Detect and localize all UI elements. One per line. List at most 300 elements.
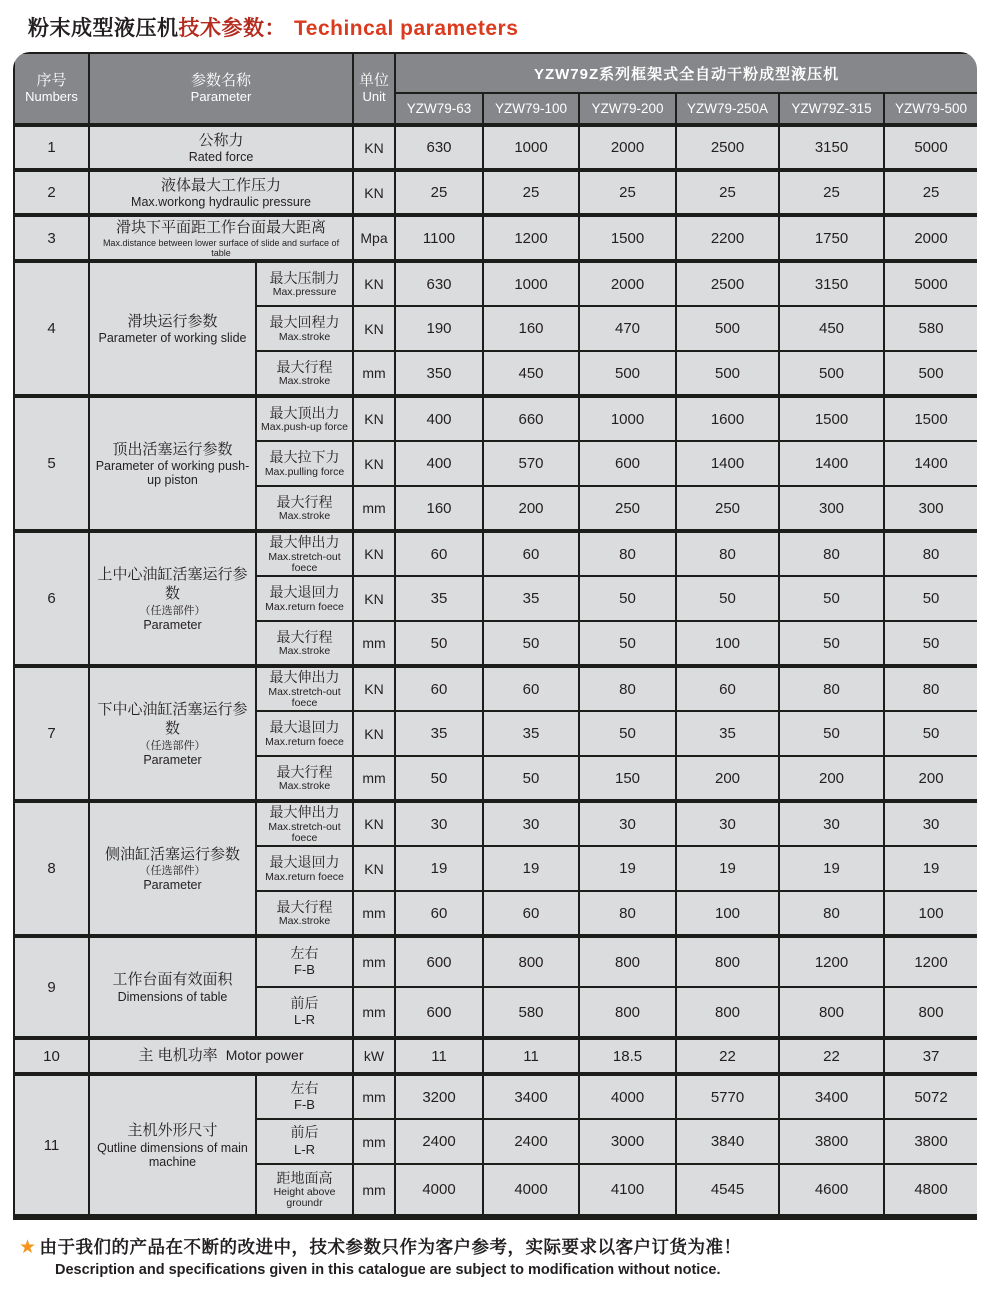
sub-parameter-cn: 最大拉下力 [269, 449, 340, 466]
value-cell: 2400 [483, 1119, 579, 1164]
unit-cell: mm [353, 1164, 395, 1215]
value-cell: 50 [579, 621, 676, 666]
model-header: YZW79-250A [676, 93, 779, 125]
value-cell: 25 [676, 170, 779, 215]
value-cell: 50 [579, 576, 676, 621]
value-cell: 3840 [676, 1119, 779, 1164]
value-cell: 50 [884, 711, 977, 756]
sub-parameter-cell [256, 1119, 353, 1164]
unit-cell: Mpa [353, 215, 395, 261]
sub-parameter-en: Max.return foece [265, 600, 344, 613]
value-cell: 5770 [676, 1074, 779, 1119]
value-cell: 19 [779, 846, 884, 891]
sub-parameter-en: Max.return foece [265, 735, 344, 748]
row-number-cell: 8 [14, 801, 89, 936]
parameter-name-cell [89, 396, 256, 531]
value-cell: 50 [483, 621, 579, 666]
row-number-cell: 9 [14, 936, 89, 1038]
value-cell: 100 [884, 891, 977, 936]
unit-cell: mm [353, 936, 395, 987]
value-cell: 30 [483, 801, 579, 846]
value-cell: 4000 [395, 1164, 483, 1215]
value-cell: 11 [395, 1038, 483, 1074]
table-body [14, 125, 977, 1215]
parameter-name-en: Parameter [143, 878, 202, 893]
model-header: YZW79-200 [579, 93, 676, 125]
unit-cell: kW [353, 1038, 395, 1074]
sub-parameter-en: Max.stroke [278, 510, 331, 523]
value-cell: 80 [779, 531, 884, 576]
parameter-name-cell [89, 170, 353, 215]
value-cell: 3200 [395, 1074, 483, 1119]
row-number-cell: 7 [14, 666, 89, 801]
sub-parameter-en: F-B [294, 1097, 315, 1113]
value-cell: 190 [395, 306, 483, 351]
sub-parameter-cn: 最大退回力 [269, 854, 340, 871]
unit-cell: KN [353, 306, 395, 351]
sub-parameter-cell [256, 576, 353, 621]
unit-cell: KN [353, 125, 395, 170]
sub-parameter-cell [256, 531, 353, 576]
sub-parameter-en: Max.stroke [278, 645, 331, 658]
value-cell: 50 [779, 576, 884, 621]
sub-parameter-cell [256, 486, 353, 531]
sub-parameter-cn: 最大伸出力 [269, 534, 340, 551]
value-cell: 500 [676, 351, 779, 396]
parameter-name-en: Parameter of working push-up piston [95, 459, 250, 488]
value-cell: 1000 [483, 125, 579, 170]
footnote [19, 1234, 977, 1278]
value-cell: 3400 [779, 1074, 884, 1119]
unit-column-header [353, 53, 395, 125]
sub-parameter-en: Max.pressure [272, 286, 337, 299]
sub-parameter-cell [256, 987, 353, 1038]
parameter-name-cell [89, 1038, 353, 1074]
row-number-cell: 2 [14, 170, 89, 215]
value-cell: 35 [395, 576, 483, 621]
sub-parameter-cell [256, 1164, 353, 1215]
unit-cell: KN [353, 396, 395, 441]
value-cell: 80 [579, 666, 676, 711]
value-cell: 1000 [579, 396, 676, 441]
parameter-name-cn: 顶出活塞运行参数 [112, 440, 233, 458]
unit-cell: mm [353, 756, 395, 801]
parameter-name-en: Motor power [225, 1047, 304, 1064]
table-row [14, 396, 977, 441]
value-cell: 1200 [884, 936, 977, 987]
value-cell: 22 [779, 1038, 884, 1074]
parameter-column-header [89, 53, 353, 125]
value-cell: 800 [483, 936, 579, 987]
value-cell: 1600 [676, 396, 779, 441]
value-cell: 3800 [884, 1119, 977, 1164]
model-header: YZW79-63 [395, 93, 483, 125]
value-cell: 2000 [579, 261, 676, 306]
value-cell: 800 [676, 936, 779, 987]
value-cell: 35 [483, 576, 579, 621]
value-cell: 630 [395, 261, 483, 306]
value-cell: 2200 [676, 215, 779, 261]
sub-parameter-cell [256, 396, 353, 441]
parameter-name-en: Parameter of working slide [98, 331, 247, 346]
value-cell: 800 [579, 987, 676, 1038]
sub-parameter-cn: 左右 [290, 944, 319, 961]
sub-parameter-cn: 最大伸出力 [269, 669, 340, 686]
value-cell: 200 [779, 756, 884, 801]
model-header: YZW79Z-315 [779, 93, 884, 125]
value-cell: 50 [779, 621, 884, 666]
value-cell: 5000 [884, 261, 977, 306]
sub-parameter-cn: 最大退回力 [269, 584, 340, 601]
value-cell: 30 [395, 801, 483, 846]
table-row [14, 801, 977, 846]
value-cell: 800 [884, 987, 977, 1038]
parameter-name-cn: 滑块运行参数 [127, 312, 218, 330]
value-cell: 30 [779, 801, 884, 846]
value-cell: 3150 [779, 125, 884, 170]
sub-parameter-cn: 最大回程力 [269, 314, 340, 331]
value-cell: 60 [395, 891, 483, 936]
parameter-name-note: （任选部件） [139, 604, 206, 617]
parameter-name-cn: 公称力 [198, 131, 244, 149]
sub-parameter-cell [256, 1074, 353, 1119]
value-cell: 35 [483, 711, 579, 756]
sub-parameter-en: Max.stroke [278, 915, 331, 928]
value-cell: 5072 [884, 1074, 977, 1119]
parameter-name-cell [89, 261, 256, 396]
value-cell: 570 [483, 441, 579, 486]
value-cell: 400 [395, 441, 483, 486]
value-cell: 25 [395, 170, 483, 215]
value-cell: 80 [779, 891, 884, 936]
value-cell: 35 [676, 711, 779, 756]
parameter-header-cn: 参数名称 [191, 71, 252, 89]
value-cell: 470 [579, 306, 676, 351]
parameter-name-cn: 上中心油缸活塞运行参数 [97, 565, 248, 603]
value-cell: 25 [779, 170, 884, 215]
parameter-name-cn: 主机外形尺寸 [127, 1122, 218, 1140]
parameter-name-note: （任选部件） [139, 865, 206, 878]
unit-cell: mm [353, 351, 395, 396]
sub-parameter-cn: 最大行程 [276, 763, 333, 780]
value-cell: 50 [579, 711, 676, 756]
page-title [28, 12, 977, 42]
footnote-en-text: Description and specifications given in this catalogue are subject to modification without notice. [55, 1262, 721, 1279]
parameter-name-note: （任选部件） [139, 739, 206, 752]
value-cell: 250 [579, 486, 676, 531]
sub-parameter-en: Max.stretch-out foece [268, 685, 341, 709]
value-cell: 30 [676, 801, 779, 846]
sub-parameter-en: Max.stretch-out foece [268, 550, 341, 574]
value-cell: 350 [395, 351, 483, 396]
value-cell: 19 [676, 846, 779, 891]
sub-parameter-en: F-B [294, 962, 315, 978]
value-cell: 18.5 [579, 1038, 676, 1074]
value-cell: 50 [395, 621, 483, 666]
sub-parameter-cn: 最大伸出力 [269, 804, 340, 821]
sub-parameter-cn: 最大压制力 [269, 269, 340, 286]
value-cell: 25 [579, 170, 676, 215]
value-cell: 30 [579, 801, 676, 846]
value-cell: 1400 [884, 441, 977, 486]
sub-parameter-en: Max.pulling force [264, 465, 345, 478]
unit-cell: mm [353, 987, 395, 1038]
numbers-header-cn: 序号 [36, 71, 67, 89]
value-cell: 600 [579, 441, 676, 486]
value-cell: 60 [483, 891, 579, 936]
value-cell: 2000 [884, 215, 977, 261]
value-cell: 80 [676, 531, 779, 576]
sub-parameter-en: Max.return foece [265, 870, 344, 883]
value-cell: 1500 [779, 396, 884, 441]
table-row [14, 215, 977, 261]
row-number-cell: 4 [14, 261, 89, 396]
value-cell: 60 [483, 531, 579, 576]
value-cell: 25 [483, 170, 579, 215]
sub-parameter-cn: 最大行程 [276, 358, 333, 375]
parameter-name-en: Parameter [143, 618, 202, 633]
value-cell: 3800 [779, 1119, 884, 1164]
model-header: YZW79-100 [483, 93, 579, 125]
sub-parameter-en: Max.stretch-out foece [268, 820, 341, 844]
sub-parameter-en: L-R [294, 1012, 315, 1028]
sub-parameter-cell [256, 666, 353, 711]
sub-parameter-en: Max.stroke [278, 375, 331, 388]
value-cell: 450 [483, 351, 579, 396]
value-cell: 4100 [579, 1164, 676, 1215]
unit-cell: KN [353, 666, 395, 711]
numbers-column-header [14, 53, 89, 125]
star-icon: ★ [19, 1237, 37, 1259]
value-cell: 2500 [676, 261, 779, 306]
value-cell: 100 [676, 621, 779, 666]
value-cell: 1750 [779, 215, 884, 261]
value-cell: 60 [483, 666, 579, 711]
value-cell: 200 [676, 756, 779, 801]
value-cell: 1500 [884, 396, 977, 441]
sub-parameter-cn: 前后 [290, 1124, 319, 1141]
table-row [14, 531, 977, 576]
row-number-cell: 6 [14, 531, 89, 666]
value-cell: 50 [779, 711, 884, 756]
parameter-name-en: Qutline dimensions of main machine [97, 1140, 248, 1169]
table-row [14, 936, 977, 987]
unit-cell: mm [353, 486, 395, 531]
value-cell: 1500 [579, 215, 676, 261]
title-product-name: 粉末成型液压机 [28, 17, 179, 40]
unit-cell: KN [353, 531, 395, 576]
unit-cell: mm [353, 891, 395, 936]
parameter-name-en: Rated force [188, 150, 254, 165]
value-cell: 4600 [779, 1164, 884, 1215]
sub-parameter-cell [256, 846, 353, 891]
sub-parameter-cell [256, 711, 353, 756]
parameter-name-cell [89, 531, 256, 666]
value-cell: 25 [884, 170, 977, 215]
table-row [14, 170, 977, 215]
row-number-cell: 11 [14, 1074, 89, 1215]
value-cell: 80 [884, 666, 977, 711]
row-number-cell: 5 [14, 396, 89, 531]
value-cell: 35 [395, 711, 483, 756]
value-cell: 30 [884, 801, 977, 846]
value-cell: 3150 [779, 261, 884, 306]
value-cell: 22 [676, 1038, 779, 1074]
parameter-name-en: Dimensions of table [117, 989, 228, 1004]
value-cell: 500 [884, 351, 977, 396]
sub-parameter-cell [256, 801, 353, 846]
value-cell: 37 [884, 1038, 977, 1074]
value-cell: 580 [483, 987, 579, 1038]
value-cell: 250 [676, 486, 779, 531]
row-number-cell: 1 [14, 125, 89, 170]
value-cell: 150 [579, 756, 676, 801]
unit-cell: mm [353, 1074, 395, 1119]
value-cell: 50 [483, 756, 579, 801]
value-cell: 80 [579, 531, 676, 576]
unit-cell: KN [353, 261, 395, 306]
value-cell: 160 [395, 486, 483, 531]
table-row [14, 1074, 977, 1119]
value-cell: 19 [483, 846, 579, 891]
value-cell: 500 [779, 351, 884, 396]
numbers-header-en: Numbers [25, 89, 78, 105]
parameter-name-cn: 主 电机功率 [138, 1047, 218, 1065]
value-cell: 580 [884, 306, 977, 351]
value-cell: 1000 [483, 261, 579, 306]
sub-parameter-cn: 最大行程 [276, 898, 333, 915]
sub-parameter-en: Max.stroke [278, 330, 331, 343]
value-cell: 50 [676, 576, 779, 621]
value-cell: 3400 [483, 1074, 579, 1119]
sub-parameter-cn: 前后 [290, 994, 319, 1011]
sub-parameter-cn: 最大顶出力 [269, 404, 340, 421]
value-cell: 80 [884, 531, 977, 576]
value-cell: 1200 [779, 936, 884, 987]
sub-parameter-en: L-R [294, 1141, 315, 1157]
table-row [14, 125, 977, 170]
sub-parameter-cn: 距地面高 [276, 1169, 333, 1186]
sub-parameter-cell [256, 936, 353, 987]
value-cell: 4545 [676, 1164, 779, 1215]
parameter-header-en: Parameter [190, 89, 252, 105]
parameter-name-cell [89, 936, 256, 1038]
table-row [14, 261, 977, 306]
value-cell: 50 [395, 756, 483, 801]
unit-header-en: Unit [362, 89, 386, 105]
parameter-name-cn: 滑块下平面距工作台面最大距离 [116, 219, 327, 236]
value-cell: 800 [779, 987, 884, 1038]
value-cell: 100 [676, 891, 779, 936]
sub-parameter-cell [256, 891, 353, 936]
value-cell: 2400 [395, 1119, 483, 1164]
value-cell: 3000 [579, 1119, 676, 1164]
sub-parameter-cn: 最大退回力 [269, 719, 340, 736]
value-cell: 5000 [884, 125, 977, 170]
row-number-cell: 10 [14, 1038, 89, 1074]
parameter-name-en: Max.distance between lower surface of slide and surface of table [102, 237, 340, 258]
title-english: Techincal parameters [294, 17, 519, 40]
value-cell: 19 [395, 846, 483, 891]
value-cell: 4000 [483, 1164, 579, 1215]
value-cell: 800 [676, 987, 779, 1038]
value-cell: 600 [395, 936, 483, 987]
unit-cell: KN [353, 711, 395, 756]
series-title-header: YZW79Z系列框架式全自动干粉成型液压机 [395, 53, 977, 93]
sub-parameter-en: Height above groundr [273, 1186, 336, 1210]
title-highlight: 技术参数： [178, 17, 286, 40]
value-cell: 660 [483, 396, 579, 441]
value-cell: 2500 [676, 125, 779, 170]
value-cell: 11 [483, 1038, 579, 1074]
value-cell: 800 [579, 936, 676, 987]
parameter-name-cell [89, 125, 353, 170]
unit-header-cn: 单位 [359, 71, 390, 89]
value-cell: 300 [884, 486, 977, 531]
value-cell: 4800 [884, 1164, 977, 1215]
parameter-name-cn: 侧油缸活塞运行参数 [104, 845, 240, 863]
value-cell: 19 [884, 846, 977, 891]
table-row [14, 1038, 977, 1074]
parameter-name-cn: 下中心油缸活塞运行参数 [97, 700, 248, 738]
sub-parameter-cell [256, 441, 353, 486]
value-cell: 500 [676, 306, 779, 351]
value-cell: 1200 [483, 215, 579, 261]
parameter-name-cn: 液体最大工作压力 [161, 176, 282, 194]
value-cell: 300 [779, 486, 884, 531]
value-cell: 630 [395, 125, 483, 170]
sub-parameter-cell [256, 261, 353, 306]
unit-cell: KN [353, 170, 395, 215]
row-number-cell: 3 [14, 215, 89, 261]
value-cell: 400 [395, 396, 483, 441]
footnote-cn-line [19, 1234, 977, 1259]
parameter-name-cell [89, 1074, 256, 1215]
parameter-name-en: Max.workong hydraulic pressure [131, 195, 311, 210]
value-cell: 200 [884, 756, 977, 801]
value-cell: 80 [579, 891, 676, 936]
sub-parameter-cell [256, 306, 353, 351]
sub-parameter-cn: 左右 [290, 1079, 319, 1096]
parameters-table [13, 52, 977, 1216]
model-header: YZW79-500 [884, 93, 977, 125]
value-cell: 500 [579, 351, 676, 396]
unit-cell: mm [353, 621, 395, 666]
value-cell: 50 [884, 621, 977, 666]
parameter-name-cell [89, 801, 256, 936]
value-cell: 50 [884, 576, 977, 621]
table-header [14, 53, 977, 125]
sub-parameter-cn: 最大行程 [276, 628, 333, 645]
sub-parameter-en: Max.stroke [278, 780, 331, 793]
value-cell: 4000 [579, 1074, 676, 1119]
value-cell: 160 [483, 306, 579, 351]
value-cell: 60 [676, 666, 779, 711]
unit-cell: KN [353, 801, 395, 846]
parameters-table-wrap [13, 52, 977, 1220]
sub-parameter-cn: 最大行程 [276, 493, 333, 510]
unit-cell: KN [353, 576, 395, 621]
unit-cell: KN [353, 846, 395, 891]
unit-cell: mm [353, 1119, 395, 1164]
sub-parameter-cell [256, 756, 353, 801]
value-cell: 2000 [579, 125, 676, 170]
unit-cell: KN [353, 441, 395, 486]
sub-parameter-cell [256, 351, 353, 396]
parameter-name-cn: 工作台面有效面积 [112, 971, 233, 989]
footnote-cn-text: 由于我们的产品在不断的改进中，技术参数只作为客户参考，实际要求以客户订货为准！ [39, 1237, 742, 1258]
value-cell: 1400 [779, 441, 884, 486]
